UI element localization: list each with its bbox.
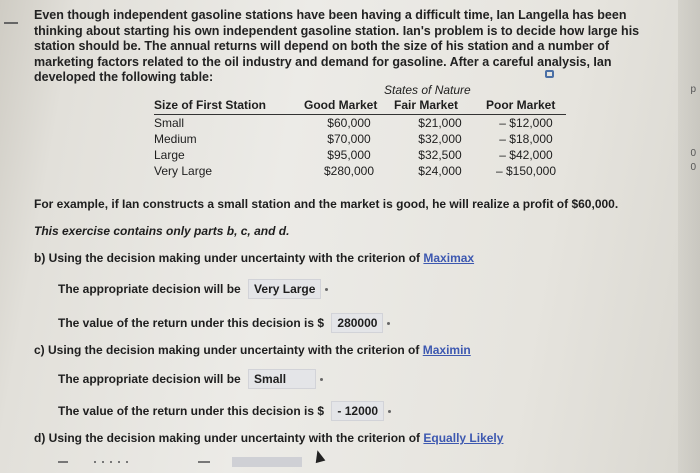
return-label: The value of the return under this decision is $ — [58, 316, 325, 330]
part-b-prompt — [34, 251, 474, 265]
table-row — [154, 115, 566, 132]
table-cell: $32,000 — [418, 132, 462, 146]
states-of-nature-header: States of Nature — [384, 83, 471, 97]
table-menu-icon[interactable] — [545, 70, 554, 78]
part-c-return — [58, 401, 391, 421]
dot — [387, 322, 390, 325]
example-text: For example, if Ian constructs a small station and the market is good, he will realize a profit of $60,000. — [34, 197, 619, 211]
table-row — [154, 147, 566, 163]
table-row — [154, 163, 566, 179]
column-header: Size of First Station — [154, 97, 304, 115]
margin-dash — [4, 22, 18, 24]
decision-label: The appropriate decision will be — [58, 282, 241, 296]
column-header: Fair Market — [394, 97, 486, 115]
table-cell: Medium — [154, 132, 197, 146]
table-cell: $24,000 — [418, 164, 462, 178]
table-cell: – $42,000 — [499, 148, 553, 162]
maximin-link[interactable]: Maximin — [422, 343, 471, 357]
table-cell: Large — [154, 148, 185, 162]
maximax-link[interactable]: Maximax — [423, 251, 475, 265]
right-edge-strip — [678, 0, 700, 473]
problem-statement: Even though independent gasoline stations have been having a difficult time, Ian Langella has been thinking about starting his own independent gasoline station. Ian's problem is to decide how large his station should be. The annual returns will depend on both the size of his station and a number of marketing factors related to the oil industry and demand for gasoline. After a careful analysis, Ian developed the following table: — [34, 8, 640, 84]
dot — [325, 288, 328, 291]
part-d-prompt-text: d) Using the decision making under uncertainty with the criterion of — [34, 431, 421, 445]
dot — [320, 378, 323, 381]
side-letter: p — [690, 84, 696, 95]
part-d-prompt — [34, 431, 503, 445]
text-fragment — [58, 461, 68, 463]
payoff-table — [154, 97, 566, 179]
table-row — [154, 131, 566, 147]
part-c-decision-answer[interactable]: Small — [248, 369, 316, 389]
part-c-prompt-text: c) Using the decision making under uncertainty with the criterion of — [34, 343, 420, 357]
decision-label: The appropriate decision will be — [58, 372, 241, 386]
return-label: The value of the return under this decision is $ — [58, 404, 325, 418]
part-b-decision-answer[interactable]: Very Large — [248, 279, 321, 299]
part-b-prompt-text: b) Using the decision making under uncertainty with the criterion of — [34, 251, 421, 265]
text-fragment — [94, 461, 134, 463]
side-letter: 0 — [690, 148, 696, 159]
part-d-answer-row-partial — [58, 457, 358, 467]
text-fragment — [198, 461, 210, 463]
table-cell: Small — [154, 116, 185, 130]
table-header-row — [154, 97, 566, 115]
table-cell: $70,000 — [327, 132, 371, 146]
part-d-decision-answer[interactable] — [232, 457, 302, 467]
part-c-decision — [58, 369, 323, 389]
table-cell: $21,000 — [418, 116, 462, 130]
part-b-return — [58, 313, 390, 333]
side-letter: 0 — [690, 162, 696, 173]
exercise-note: This exercise contains only parts b, c, and d. — [34, 224, 290, 238]
table-cell: Very Large — [154, 164, 213, 178]
part-b-decision — [58, 279, 328, 299]
equally-likely-link[interactable]: Equally Likely — [423, 431, 504, 445]
part-c-return-answer[interactable]: - 12000 — [331, 401, 384, 421]
column-header: Good Market — [304, 97, 394, 115]
part-c-prompt — [34, 343, 471, 357]
part-b-return-answer[interactable]: 280000 — [331, 313, 383, 333]
table-cell: – $18,000 — [499, 132, 553, 146]
table-cell: – $12,000 — [499, 116, 553, 130]
table-cell: $95,000 — [327, 148, 371, 162]
dot — [388, 410, 391, 413]
table-cell: $280,000 — [323, 164, 375, 178]
table-cell: $32,500 — [418, 148, 462, 162]
table-cell: $60,000 — [327, 116, 371, 130]
column-header: Poor Market — [486, 97, 566, 115]
table-cell: – $150,000 — [495, 164, 557, 178]
